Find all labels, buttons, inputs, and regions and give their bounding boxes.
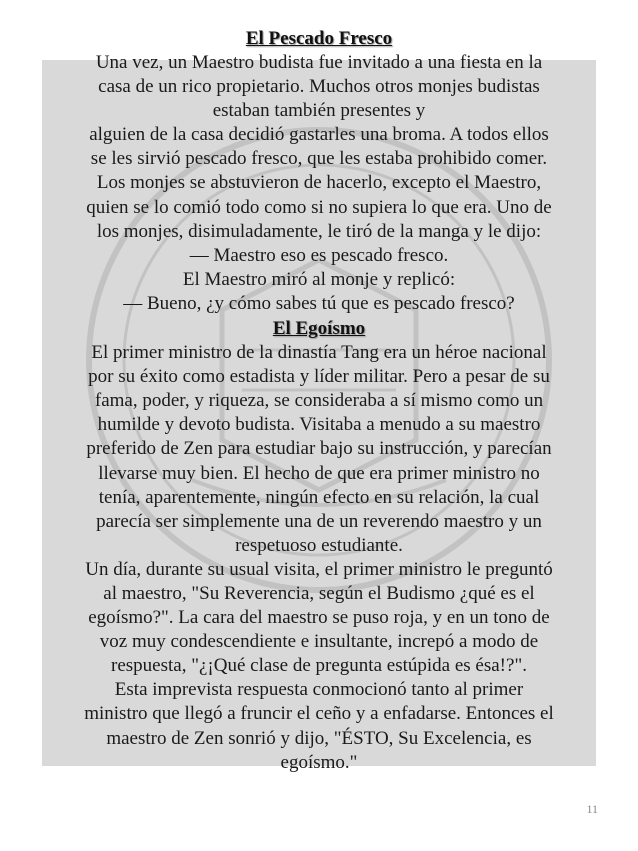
- paragraph-line: egoísmo?". La cara del maestro se puso roja, y en un tono de: [88, 607, 550, 629]
- paragraph-line: casa de un rico propietario. Muchos otros monjes budistas: [98, 76, 540, 98]
- page-text: [0, 26, 638, 775]
- paragraph-line: fama, poder, y riqueza, se consideraba a sí mismo como un: [94, 390, 544, 412]
- paragraph-line: llevarse muy bien. El hecho de que era primer ministro no: [98, 462, 540, 484]
- paragraph-line: tenía, aparentemente, ningún efecto en su relación, la cual: [98, 486, 540, 508]
- paragraph-line: preferido de Zen para estudiar bajo su instrucción, y parecían: [86, 438, 552, 460]
- paragraph-line: los monjes, disimuladamente, le tiró de la manga y le dijo:: [96, 220, 542, 242]
- paragraph-line: El primer ministro de la dinastía Tang era un héroe nacional: [91, 342, 547, 364]
- section-title-pescado: El Pescado Fresco: [245, 28, 393, 49]
- paragraph-line: se les sirvió pescado fresco, que les estaba prohibido comer.: [90, 148, 548, 170]
- paragraph-line: Esta imprevista respuesta conmocionó tanto al primer: [114, 679, 524, 701]
- dialogue-line: — Maestro eso es pescado fresco.: [189, 244, 449, 266]
- dialogue-line: — Bueno, ¿y cómo sabes tú que es pescado fresco?: [123, 292, 515, 314]
- paragraph-line: quien se lo comió todo como si no supiera lo que era. Uno de: [86, 196, 552, 218]
- paragraph-line: parecía ser simplemente una de un reverendo maestro y un: [96, 510, 542, 532]
- paragraph-line: humilde y devoto budista. Visitaba a menudo a su maestro: [97, 414, 541, 436]
- section-title-egoismo: El Egoísmo: [272, 318, 366, 340]
- paragraph-line: respuesta, "¿¡Qué clase de pregunta estúpida es ésa!?".: [111, 655, 527, 677]
- paragraph-line: Los monjes se abstuvieron de hacerlo, excepto el Maestro,: [96, 172, 542, 194]
- paragraph-line: El Maestro miró al monje y replicó:: [182, 268, 456, 290]
- paragraph-line: por su éxito como estadista y líder militar. Pero a pesar de su: [88, 366, 550, 388]
- paragraph-line: Una vez, un Maestro budista fue invitado a una fiesta en la: [95, 52, 543, 73]
- paragraph-line: voz muy condescendiente e insultante, increpó a modo de: [99, 631, 539, 653]
- page-number: 11: [586, 802, 598, 816]
- paragraph-line: al maestro, "Su Reverencia, según el Budismo ¿qué es el: [103, 582, 535, 604]
- paragraph-line: alguien de la casa decidió gastarles una broma. A todos ellos: [89, 124, 549, 146]
- paragraph-line: Un día, durante su usual visita, el primer ministro le preguntó: [85, 558, 553, 580]
- paragraph-line: estaban también presentes y: [212, 100, 426, 122]
- paragraph-line: egoísmo.": [280, 751, 358, 773]
- paragraph-line: ministro que llegó a fruncir el ceño y a enfadarse. Entonces el: [84, 703, 554, 725]
- paragraph-line: maestro de Zen sonrió y dijo, "ÉSTO, Su Excelencia, es: [106, 727, 532, 749]
- paragraph-line: respetuoso estudiante.: [235, 534, 403, 556]
